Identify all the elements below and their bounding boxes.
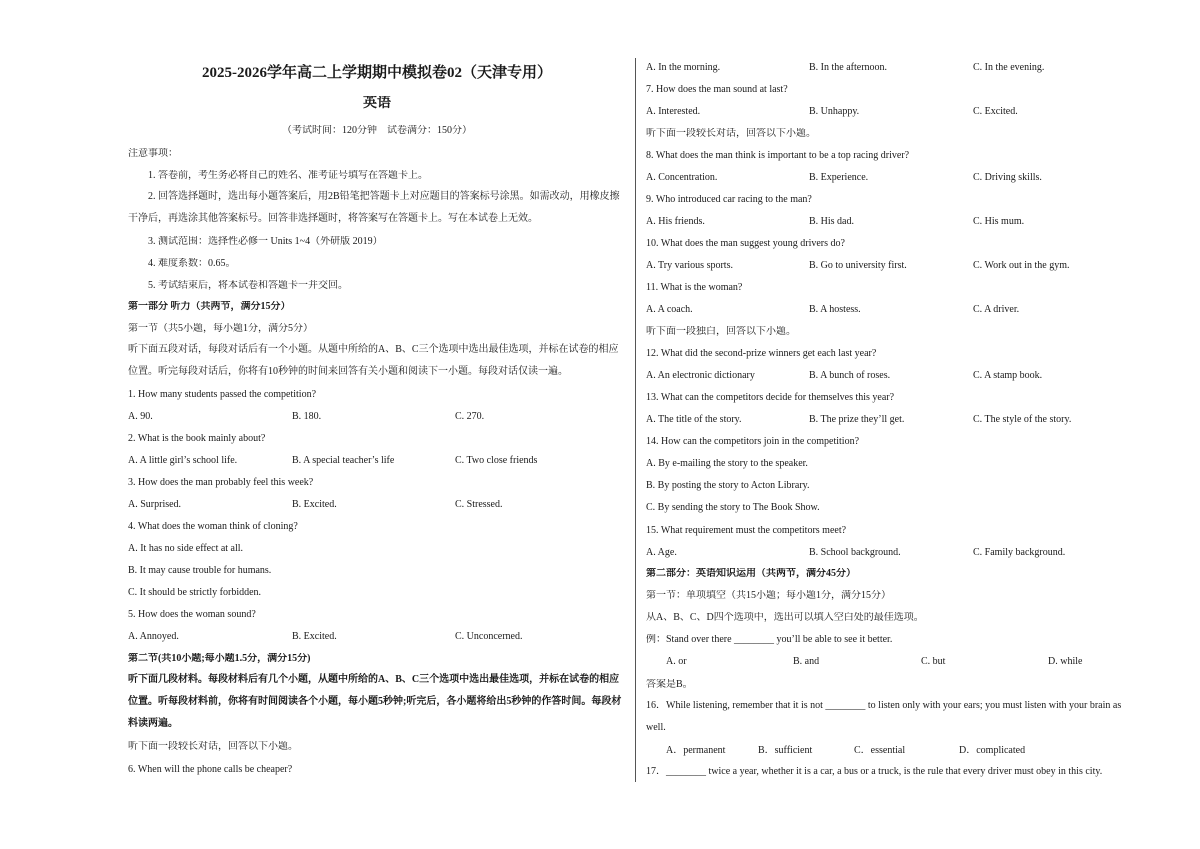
q6-option-b: B. In the afternoon. — [809, 62, 888, 73]
q13-stem: 13. What can the competitors decide for themselves this year? — [646, 392, 895, 403]
note-1: 1. 答卷前，考生务必将自己的姓名、准考证号填写在答题卡上。 — [148, 170, 428, 181]
q3-stem: 3. How does the man probably feel this week? — [128, 477, 314, 488]
q6-stem: 6. When will the phone calls be cheaper? — [128, 764, 293, 775]
lead-in-long-dialog-1: 听下面一段较长对话，回答以下小题。 — [128, 741, 298, 752]
q10-option-a: A. Try various sports. — [646, 260, 733, 271]
q16-option-d: D．complicated — [959, 745, 1026, 756]
q3-option-a: A. Surprised. — [128, 499, 182, 510]
q12-option-a: A. An electronic dictionary — [646, 370, 755, 381]
q2-option-b: B. A special teacher’s life — [292, 455, 395, 466]
q14-stem: 14. How can the competitors join in the competition? — [646, 436, 860, 447]
q8-options — [646, 172, 1126, 184]
q2-option-c: C. Two close friends — [455, 455, 538, 466]
q6-option-a: A. In the morning. — [646, 62, 721, 73]
q1-option-c: C. 270. — [455, 411, 485, 422]
q1-option-a: A. 90. — [128, 411, 153, 422]
q10-options — [646, 260, 1126, 272]
q13-option-c: C. The style of the story. — [973, 414, 1072, 425]
part1-sec1-instructions: 听下面五段对话，每段对话后有一个小题。从题中所给的A、B、C三个选项中选出最佳选项，并标在试卷的相应位置。听完每段对话后，你将有10秒钟的时间来回答有关小题和阅读下一小题。每段对话仅读一遍。 — [128, 344, 619, 377]
q4-option-b: B. It may cause trouble for humans. — [128, 565, 272, 576]
q4-option-c: C. It should be strictly forbidden. — [128, 587, 262, 598]
q12-option-b: B. A bunch of roses. — [809, 370, 891, 381]
q16-option-a: A．permanent — [666, 745, 726, 756]
q8-stem: 8. What does the man think is important to be a top racing driver? — [646, 150, 910, 161]
q4-stem: 4. What does the woman think of cloning? — [128, 521, 298, 532]
q10-stem: 10. What does the man suggest young drivers do? — [646, 238, 845, 249]
q2-option-a: A. A little girl’s school life. — [128, 455, 238, 466]
q11-stem: 11. What is the woman? — [646, 282, 743, 293]
q7-stem: 7. How does the man sound at last? — [646, 84, 788, 95]
q9-option-b: B. His dad. — [809, 216, 854, 227]
q16-option-c: C．essential — [854, 745, 906, 756]
q1-option-b: B. 180. — [292, 411, 322, 422]
part1-heading: 第一部分 听力（共两节，满分15分） — [128, 301, 291, 312]
q2-options — [128, 455, 608, 467]
notes-heading: 注意事项： — [128, 148, 178, 159]
q9-stem: 9. Who introduced car racing to the man? — [646, 194, 812, 205]
part1-sec2-instructions: 听下面几段材料。每段材料后有几个小题，从题中所给的A、B、C三个选项中选出最佳选项，并标在试卷的相应位置。听每段材料前，你将有时间阅读各个小题，每小题5秒钟;听完后，各小题将给出5秒钟的作答时间。每段材料读两遍。 — [128, 674, 622, 729]
q13-options — [646, 414, 1126, 426]
q6-option-c: C. In the evening. — [973, 62, 1045, 73]
note-5: 5. 考试结束后，将本试卷和答题卡一并交回。 — [148, 280, 348, 291]
q13-option-a: A. The title of the story. — [646, 414, 742, 425]
q14-option-c: C. By sending the story to The Book Show. — [646, 502, 820, 513]
q14-option-a: A. By e-mailing the story to the speaker. — [646, 458, 808, 469]
q6-options — [646, 62, 1126, 74]
q15-option-a: A. Age. — [646, 547, 677, 558]
q16-option-b: B．sufficient — [758, 745, 813, 756]
q9-option-a: A. His friends. — [646, 216, 705, 227]
q15-option-b: B. School background. — [809, 547, 901, 558]
q8-option-b: B. Experience. — [809, 172, 869, 183]
q9-options — [646, 216, 1126, 228]
example-answer: 答案是B。 — [646, 679, 693, 690]
q8-option-a: A. Concentration. — [646, 172, 718, 183]
q15-option-c: C. Family background. — [973, 547, 1066, 558]
q11-option-a: A. A coach. — [646, 304, 693, 315]
q8-option-c: C. Driving skills. — [973, 172, 1042, 183]
q5-options — [128, 631, 608, 643]
q1-options — [128, 411, 608, 423]
q5-stem: 5. How does the woman sound? — [128, 609, 256, 620]
q10-option-c: C. Work out in the gym. — [973, 260, 1070, 271]
q16-stem: 16．While listening, remember that it is not ________ to listen only with your ears; you must listen with your brain as well. — [646, 700, 1122, 733]
q3-options — [128, 499, 608, 511]
q3-option-b: B. Excited. — [292, 499, 337, 510]
note-4: 4. 难度系数：0.65。 — [148, 258, 236, 269]
part1-sec2-heading: 第二节(共10小题;每小题1.5分，满分15分) — [128, 653, 311, 664]
lead-in-monologue: 听下面一段独白，回答以下小题。 — [646, 326, 796, 337]
example-stem: 例：Stand over there ________ you’ll be able to see it better. — [646, 634, 893, 645]
note-3: 3. 测试范围：选择性必修一 Units 1~4（外研版 2019） — [148, 236, 383, 247]
column-divider — [635, 58, 636, 782]
q11-options — [646, 304, 1126, 316]
q7-option-b: B. Unhappy. — [809, 106, 860, 117]
q13-option-b: B. The prize they’ll get. — [809, 414, 905, 425]
q11-option-b: B. A hostess. — [809, 304, 861, 315]
example-option-a: A. or — [666, 656, 687, 667]
example-option-b: B. and — [793, 656, 820, 667]
q14-option-b: B. By posting the story to Acton Library. — [646, 480, 810, 491]
part2-heading: 第二部分：英语知识运用（共两节，满分45分） — [646, 568, 856, 579]
q11-option-c: C. A driver. — [973, 304, 1020, 315]
q7-option-c: C. Excited. — [973, 106, 1018, 117]
q15-stem: 15. What requirement must the competitors meet? — [646, 525, 847, 536]
q7-option-a: A. Interested. — [646, 106, 701, 117]
q16-options — [646, 745, 1116, 757]
part1-sec1-heading: 第一节（共5小题，每小题1分，满分5分） — [128, 323, 313, 334]
exam-title: 2025-2026学年高二上学期期中模拟卷02（天津专用） — [202, 65, 552, 81]
q10-option-b: B. Go to university first. — [809, 260, 907, 271]
q15-options — [646, 547, 1126, 559]
exam-info: （考试时间：120分钟 试卷满分：150分） — [282, 125, 472, 136]
subject-title: 英语 — [363, 96, 391, 111]
q2-stem: 2. What is the book mainly about? — [128, 433, 266, 444]
q5-option-c: C. Unconcerned. — [455, 631, 523, 642]
q5-option-b: B. Excited. — [292, 631, 337, 642]
example-option-d: D. while — [1048, 656, 1083, 667]
q17-stem: 17．________ twice a year, whether it is a car, a bus or a truck, is the rule that every driver must obey in this city. — [646, 766, 1103, 777]
q3-option-c: C. Stressed. — [455, 499, 503, 510]
q12-stem: 12. What did the second-prize winners get each last year? — [646, 348, 877, 359]
q12-option-c: C. A stamp book. — [973, 370, 1043, 381]
part2-instructions: 从A、B、C、D四个选项中，选出可以填入空白处的最佳选项。 — [646, 612, 924, 623]
q1-stem: 1. How many students passed the competition? — [128, 389, 317, 400]
q9-option-c: C. His mum. — [973, 216, 1025, 227]
example-option-c: C. but — [921, 656, 946, 667]
q12-options — [646, 370, 1126, 382]
lead-in-long-dialog-2: 听下面一段较长对话，回答以下小题。 — [646, 128, 816, 139]
example-options — [646, 656, 1116, 668]
note-2: 2. 回答选择题时，选出每小题答案后，用2B铅笔把答题卡上对应题目的答案标号涂黑。如需改动，用橡皮擦干净后，再选涂其他答案标号。回答非选择题时，将答案写在答题卡上。写在本试卷上无效。 — [128, 191, 620, 224]
q4-option-a: A. It has no side effect at all. — [128, 543, 244, 554]
q5-option-a: A. Annoyed. — [128, 631, 179, 642]
part2-sec1-heading: 第一节：单项填空（共15小题；每小题1分，满分15分） — [646, 590, 891, 601]
q7-options — [646, 106, 1126, 118]
